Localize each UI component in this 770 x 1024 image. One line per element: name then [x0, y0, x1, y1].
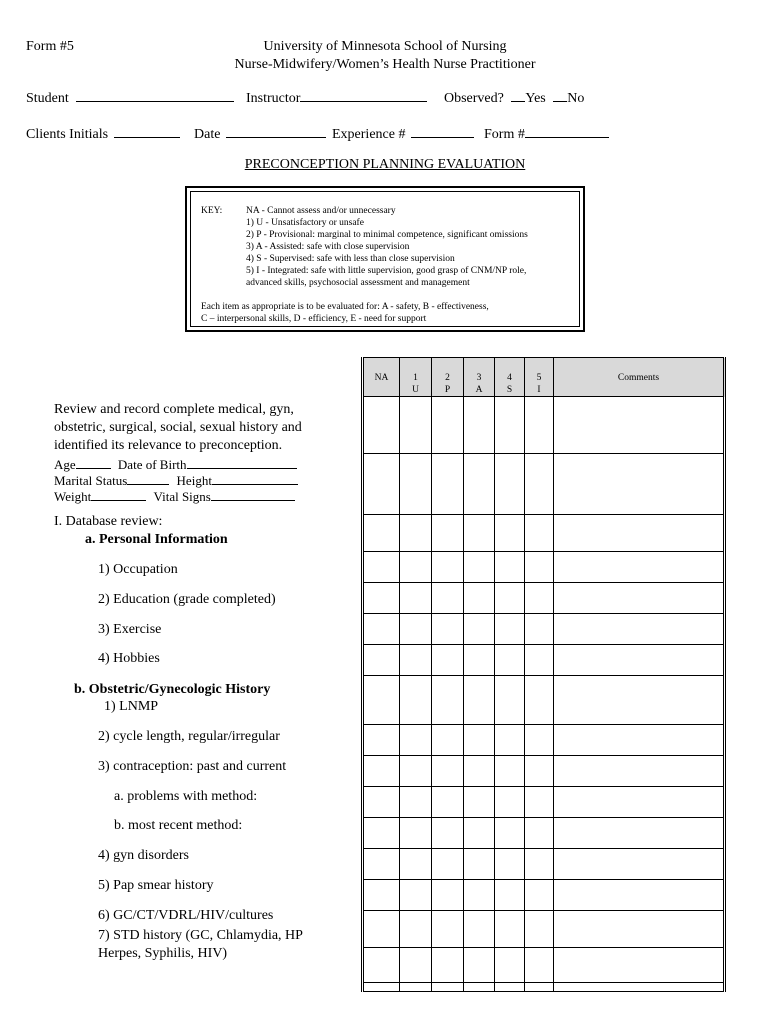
table-row — [363, 818, 725, 849]
cell-rating-3[interactable] — [464, 983, 495, 992]
cell-comments[interactable] — [554, 911, 725, 948]
obgyn-item-problems: a. problems with method: — [114, 789, 258, 804]
obgyn-item-std: 7) STD history (GC, Chlamydia, HP — [98, 928, 303, 943]
database-heading: I. Database review: — [54, 514, 163, 529]
header-col-5-num: 5 — [536, 373, 542, 383]
key-line-na: NA - Cannot assess and/or unnecessary — [246, 206, 396, 216]
cell-rating-5[interactable] — [525, 583, 554, 614]
key-line-i: 5) I - Integrated: safe with little supervision, good grasp of CNM/NP role, — [246, 266, 527, 276]
cell-rating-3[interactable] — [464, 454, 495, 515]
table-row — [363, 983, 725, 992]
cell-rating-5[interactable] — [525, 756, 554, 787]
key-label: KEY: — [201, 206, 223, 216]
cell-rating-5[interactable] — [525, 454, 554, 515]
cell-rating-2[interactable] — [432, 756, 464, 787]
age-label: Age — [54, 457, 76, 472]
header-col-3-num: 3 — [476, 373, 482, 383]
cell-rating-1[interactable] — [400, 880, 432, 911]
cell-rating-4[interactable] — [495, 880, 525, 911]
review-line-1: Review and record complete medical, gyn, — [54, 402, 294, 417]
cell-rating-5[interactable] — [525, 948, 554, 983]
vitals-label: Vital Signs — [153, 489, 211, 504]
form-input-line[interactable] — [525, 125, 609, 138]
cell-rating-3[interactable] — [464, 911, 495, 948]
cell-rating-2[interactable] — [432, 552, 464, 583]
observed-yes-line[interactable] — [511, 89, 525, 102]
cell-rating-3[interactable] — [464, 948, 495, 983]
cell-rating-1[interactable] — [400, 849, 432, 880]
cell-rating-1[interactable] — [400, 454, 432, 515]
cell-rating-1[interactable] — [400, 645, 432, 676]
cell-rating-3[interactable] — [464, 787, 495, 818]
date-field — [194, 125, 326, 143]
key-box — [185, 186, 585, 332]
cell-rating-4[interactable] — [495, 756, 525, 787]
table-row — [363, 911, 725, 948]
observed-yes-label: Yes — [525, 91, 546, 106]
obgyn-item-recent-method: b. most recent method: — [114, 818, 243, 833]
header-col-5-letter: I — [537, 385, 541, 395]
header-col-1-letter: U — [412, 385, 419, 395]
cell-rating-1[interactable] — [400, 515, 432, 552]
cell-rating-4[interactable] — [495, 818, 525, 849]
cell-na[interactable] — [363, 983, 400, 992]
personal-info-heading: a. Personal Information — [85, 532, 228, 547]
cell-rating-3[interactable] — [464, 756, 495, 787]
key-line-i-cont: advanced skills, psychosocial assessment and management — [246, 278, 470, 288]
table-header-row — [363, 358, 725, 397]
cell-comments[interactable] — [554, 725, 725, 756]
clients-initials-label: Clients Initials — [26, 127, 109, 142]
cell-comments[interactable] — [554, 849, 725, 880]
cell-rating-3[interactable] — [464, 849, 495, 880]
instructor-field — [246, 89, 427, 107]
cell-rating-4[interactable] — [495, 583, 525, 614]
cell-rating-5[interactable] — [525, 614, 554, 645]
date-label: Date — [194, 127, 221, 142]
cell-comments[interactable] — [554, 818, 725, 849]
header-col-5 — [525, 358, 554, 397]
header-col-3 — [464, 358, 495, 397]
cell-rating-3[interactable] — [464, 725, 495, 756]
cell-na[interactable] — [363, 880, 400, 911]
cell-rating-3[interactable] — [464, 880, 495, 911]
cell-rating-4[interactable] — [495, 849, 525, 880]
cell-na[interactable] — [363, 397, 400, 454]
age-input-line[interactable] — [76, 456, 111, 469]
cell-rating-1[interactable] — [400, 983, 432, 992]
cell-na[interactable] — [363, 948, 400, 983]
marital-label: Marital Status — [54, 473, 128, 488]
cell-rating-1[interactable] — [400, 756, 432, 787]
student-field — [26, 89, 234, 107]
cell-rating-4[interactable] — [495, 911, 525, 948]
cell-rating-5[interactable] — [525, 849, 554, 880]
cell-rating-2[interactable] — [432, 397, 464, 454]
cell-rating-2[interactable] — [432, 645, 464, 676]
cell-rating-1[interactable] — [400, 787, 432, 818]
cell-na[interactable] — [363, 645, 400, 676]
cell-rating-3[interactable] — [464, 515, 495, 552]
cell-na[interactable] — [363, 756, 400, 787]
cell-rating-5[interactable] — [525, 725, 554, 756]
header-comments: Comments — [554, 358, 725, 397]
cell-rating-2[interactable] — [432, 787, 464, 818]
header-col-4-num: 4 — [507, 373, 512, 383]
cell-rating-2[interactable] — [432, 948, 464, 983]
cell-comments[interactable] — [554, 515, 725, 552]
table-row — [363, 645, 725, 676]
table-row — [363, 614, 725, 645]
key-line-s: 4) S - Supervised: safe with less than close supervision — [246, 254, 455, 264]
cell-na[interactable] — [363, 849, 400, 880]
date-input-line[interactable] — [226, 125, 326, 138]
form-number: Form #5 — [26, 39, 74, 54]
cell-comments[interactable] — [554, 983, 725, 992]
table-row — [363, 849, 725, 880]
cell-comments[interactable] — [554, 676, 725, 725]
cell-rating-3[interactable] — [464, 552, 495, 583]
cell-rating-1[interactable] — [400, 676, 432, 725]
cell-rating-1[interactable] — [400, 911, 432, 948]
cell-comments[interactable] — [554, 454, 725, 515]
cell-rating-4[interactable] — [495, 552, 525, 583]
cell-comments[interactable] — [554, 880, 725, 911]
table-row — [363, 880, 725, 911]
header-col-3-letter: A — [475, 385, 483, 395]
key-box-inner — [190, 191, 580, 327]
header-col-2 — [432, 358, 464, 397]
cell-na[interactable] — [363, 454, 400, 515]
personal-item-education: 2) Education (grade completed) — [98, 592, 276, 607]
cell-rating-5[interactable] — [525, 645, 554, 676]
key-line-p: 2) P - Provisional: marginal to minimal competence, significant omissions — [246, 230, 528, 240]
review-instructions — [54, 401, 302, 455]
cell-rating-2[interactable] — [432, 676, 464, 725]
weight-label: Weight — [54, 489, 92, 504]
observed-no-line[interactable] — [553, 89, 567, 102]
cell-rating-2[interactable] — [432, 983, 464, 992]
personal-item-exercise: 3) Exercise — [98, 622, 162, 637]
cell-comments[interactable] — [554, 583, 725, 614]
experience-field — [332, 125, 474, 143]
cell-rating-5[interactable] — [525, 818, 554, 849]
cell-rating-2[interactable] — [432, 583, 464, 614]
table-row — [363, 948, 725, 983]
cell-rating-1[interactable] — [400, 818, 432, 849]
cell-rating-2[interactable] — [432, 725, 464, 756]
table-row — [363, 756, 725, 787]
cell-rating-5[interactable] — [525, 880, 554, 911]
cell-rating-2[interactable] — [432, 911, 464, 948]
header-col-2-num: 2 — [445, 373, 450, 383]
cell-na[interactable] — [363, 725, 400, 756]
instructor-label: Instructor — [246, 91, 301, 106]
form-label: Form # — [484, 127, 525, 142]
cell-rating-1[interactable] — [400, 552, 432, 583]
obgyn-heading: b. Obstetric/Gynecologic History — [74, 682, 271, 697]
review-line-3: identified its relevance to preconception. — [54, 438, 283, 453]
cell-comments[interactable] — [554, 645, 725, 676]
cell-rating-1[interactable] — [400, 583, 432, 614]
dob-input-line[interactable] — [187, 456, 297, 469]
cell-rating-2[interactable] — [432, 818, 464, 849]
cell-rating-3[interactable] — [464, 645, 495, 676]
university-name: University of Minnesota School of Nursing — [263, 39, 507, 54]
header-col-4-letter: S — [506, 385, 513, 395]
observed-no-label: No — [567, 91, 585, 106]
table-row — [363, 787, 725, 818]
instructor-input-line[interactable] — [300, 89, 427, 102]
program-name: Nurse-Midwifery/Women’s Health Nurse Practitioner — [234, 57, 536, 72]
cell-rating-5[interactable] — [525, 787, 554, 818]
table-row — [363, 515, 725, 552]
obgyn-item-cycle: 2) cycle length, regular/irregular — [98, 729, 280, 744]
obgyn-item-cultures: 6) GC/CT/VDRL/HIV/cultures — [98, 908, 274, 923]
personal-item-hobbies: 4) Hobbies — [98, 651, 160, 666]
personal-item-occupation: 1) Occupation — [98, 562, 178, 577]
student-input-line[interactable] — [76, 89, 234, 102]
cell-rating-2[interactable] — [432, 515, 464, 552]
cell-na[interactable] — [363, 787, 400, 818]
cell-rating-3[interactable] — [464, 614, 495, 645]
page-title: PRECONCEPTION PLANNING EVALUATION — [244, 157, 526, 172]
cell-rating-4[interactable] — [495, 454, 525, 515]
obgyn-item-gyn-disorders: 4) gyn disorders — [98, 848, 189, 863]
marital-input-line[interactable] — [127, 472, 169, 485]
table-row — [363, 397, 725, 454]
cell-comments[interactable] — [554, 787, 725, 818]
header-col-4 — [495, 358, 525, 397]
header-na: NA — [363, 358, 400, 397]
cell-comments[interactable] — [554, 552, 725, 583]
cell-rating-5[interactable] — [525, 983, 554, 992]
cell-rating-2[interactable] — [432, 849, 464, 880]
cell-na[interactable] — [363, 515, 400, 552]
cell-rating-1[interactable] — [400, 948, 432, 983]
cell-na[interactable] — [363, 818, 400, 849]
cell-rating-5[interactable] — [525, 911, 554, 948]
student-label: Student — [26, 91, 69, 106]
cell-rating-5[interactable] — [525, 515, 554, 552]
cell-rating-4[interactable] — [495, 676, 525, 725]
key-line-a: 3) A - Assisted: safe with close supervision — [246, 242, 410, 252]
cell-rating-1[interactable] — [400, 725, 432, 756]
height-label: Height — [176, 473, 212, 488]
experience-input-line[interactable] — [411, 125, 474, 138]
cell-rating-3[interactable] — [464, 818, 495, 849]
obgyn-item-contraception: 3) contraception: past and current — [98, 759, 287, 774]
obgyn-item-lnmp: 1) LNMP — [104, 699, 159, 714]
cell-rating-2[interactable] — [432, 614, 464, 645]
cell-rating-1[interactable] — [400, 397, 432, 454]
obgyn-item-std-cont: Herpes, Syphilis, HIV) — [98, 946, 228, 961]
observed-field — [444, 89, 584, 107]
cell-comments[interactable] — [554, 397, 725, 454]
cell-rating-5[interactable] — [525, 397, 554, 454]
cell-rating-5[interactable] — [525, 676, 554, 725]
cell-na[interactable] — [363, 911, 400, 948]
cell-na[interactable] — [363, 676, 400, 725]
cell-comments[interactable] — [554, 614, 725, 645]
cell-rating-4[interactable] — [495, 983, 525, 992]
header-col-1 — [400, 358, 432, 397]
cell-comments[interactable] — [554, 948, 725, 983]
key-footer-2: C – interpersonal skills, D - efficiency, E - need for support — [201, 314, 427, 324]
table-row — [363, 583, 725, 614]
form-field — [484, 125, 609, 143]
cell-rating-2[interactable] — [432, 454, 464, 515]
cell-rating-4[interactable] — [495, 948, 525, 983]
cell-na[interactable] — [363, 552, 400, 583]
cell-rating-1[interactable] — [400, 614, 432, 645]
cell-rating-4[interactable] — [495, 515, 525, 552]
observed-label: Observed? — [444, 91, 504, 106]
dob-label: Date of Birth — [117, 457, 187, 472]
cell-rating-3[interactable] — [464, 583, 495, 614]
table-row — [363, 725, 725, 756]
height-input-line[interactable] — [212, 472, 298, 485]
table-row — [363, 676, 725, 725]
weight-vitals-row — [54, 488, 295, 505]
header-col-1-num: 1 — [413, 373, 418, 383]
cell-rating-5[interactable] — [525, 552, 554, 583]
table-row — [363, 552, 725, 583]
key-footer-1: Each item as appropriate is to be evaluated for: A - safety, B - effectiveness, — [201, 302, 489, 312]
obgyn-item-pap: 5) Pap smear history — [98, 878, 214, 893]
vitals-input-line[interactable] — [211, 488, 295, 501]
key-line-u: 1) U - Unsatisfactory or unsafe — [246, 218, 364, 228]
cell-rating-4[interactable] — [495, 645, 525, 676]
experience-label: Experience # — [332, 127, 406, 142]
cell-rating-4[interactable] — [495, 787, 525, 818]
cell-comments[interactable] — [554, 756, 725, 787]
weight-input-line[interactable] — [91, 488, 146, 501]
cell-rating-3[interactable] — [464, 397, 495, 454]
header-col-2-letter: P — [444, 385, 451, 395]
table-row — [363, 454, 725, 515]
cell-rating-4[interactable] — [495, 725, 525, 756]
evaluation-table — [361, 357, 726, 992]
cell-rating-4[interactable] — [495, 397, 525, 454]
cell-na[interactable] — [363, 614, 400, 645]
marital-height-row — [54, 472, 298, 489]
cell-rating-2[interactable] — [432, 880, 464, 911]
cell-rating-3[interactable] — [464, 676, 495, 725]
cell-na[interactable] — [363, 583, 400, 614]
clients-initials-input-line[interactable] — [114, 125, 180, 138]
age-dob-row — [54, 456, 297, 473]
cell-rating-4[interactable] — [495, 614, 525, 645]
clients-initials-field — [26, 125, 180, 143]
review-line-2: obstetric, surgical, social, sexual history and — [54, 420, 302, 435]
